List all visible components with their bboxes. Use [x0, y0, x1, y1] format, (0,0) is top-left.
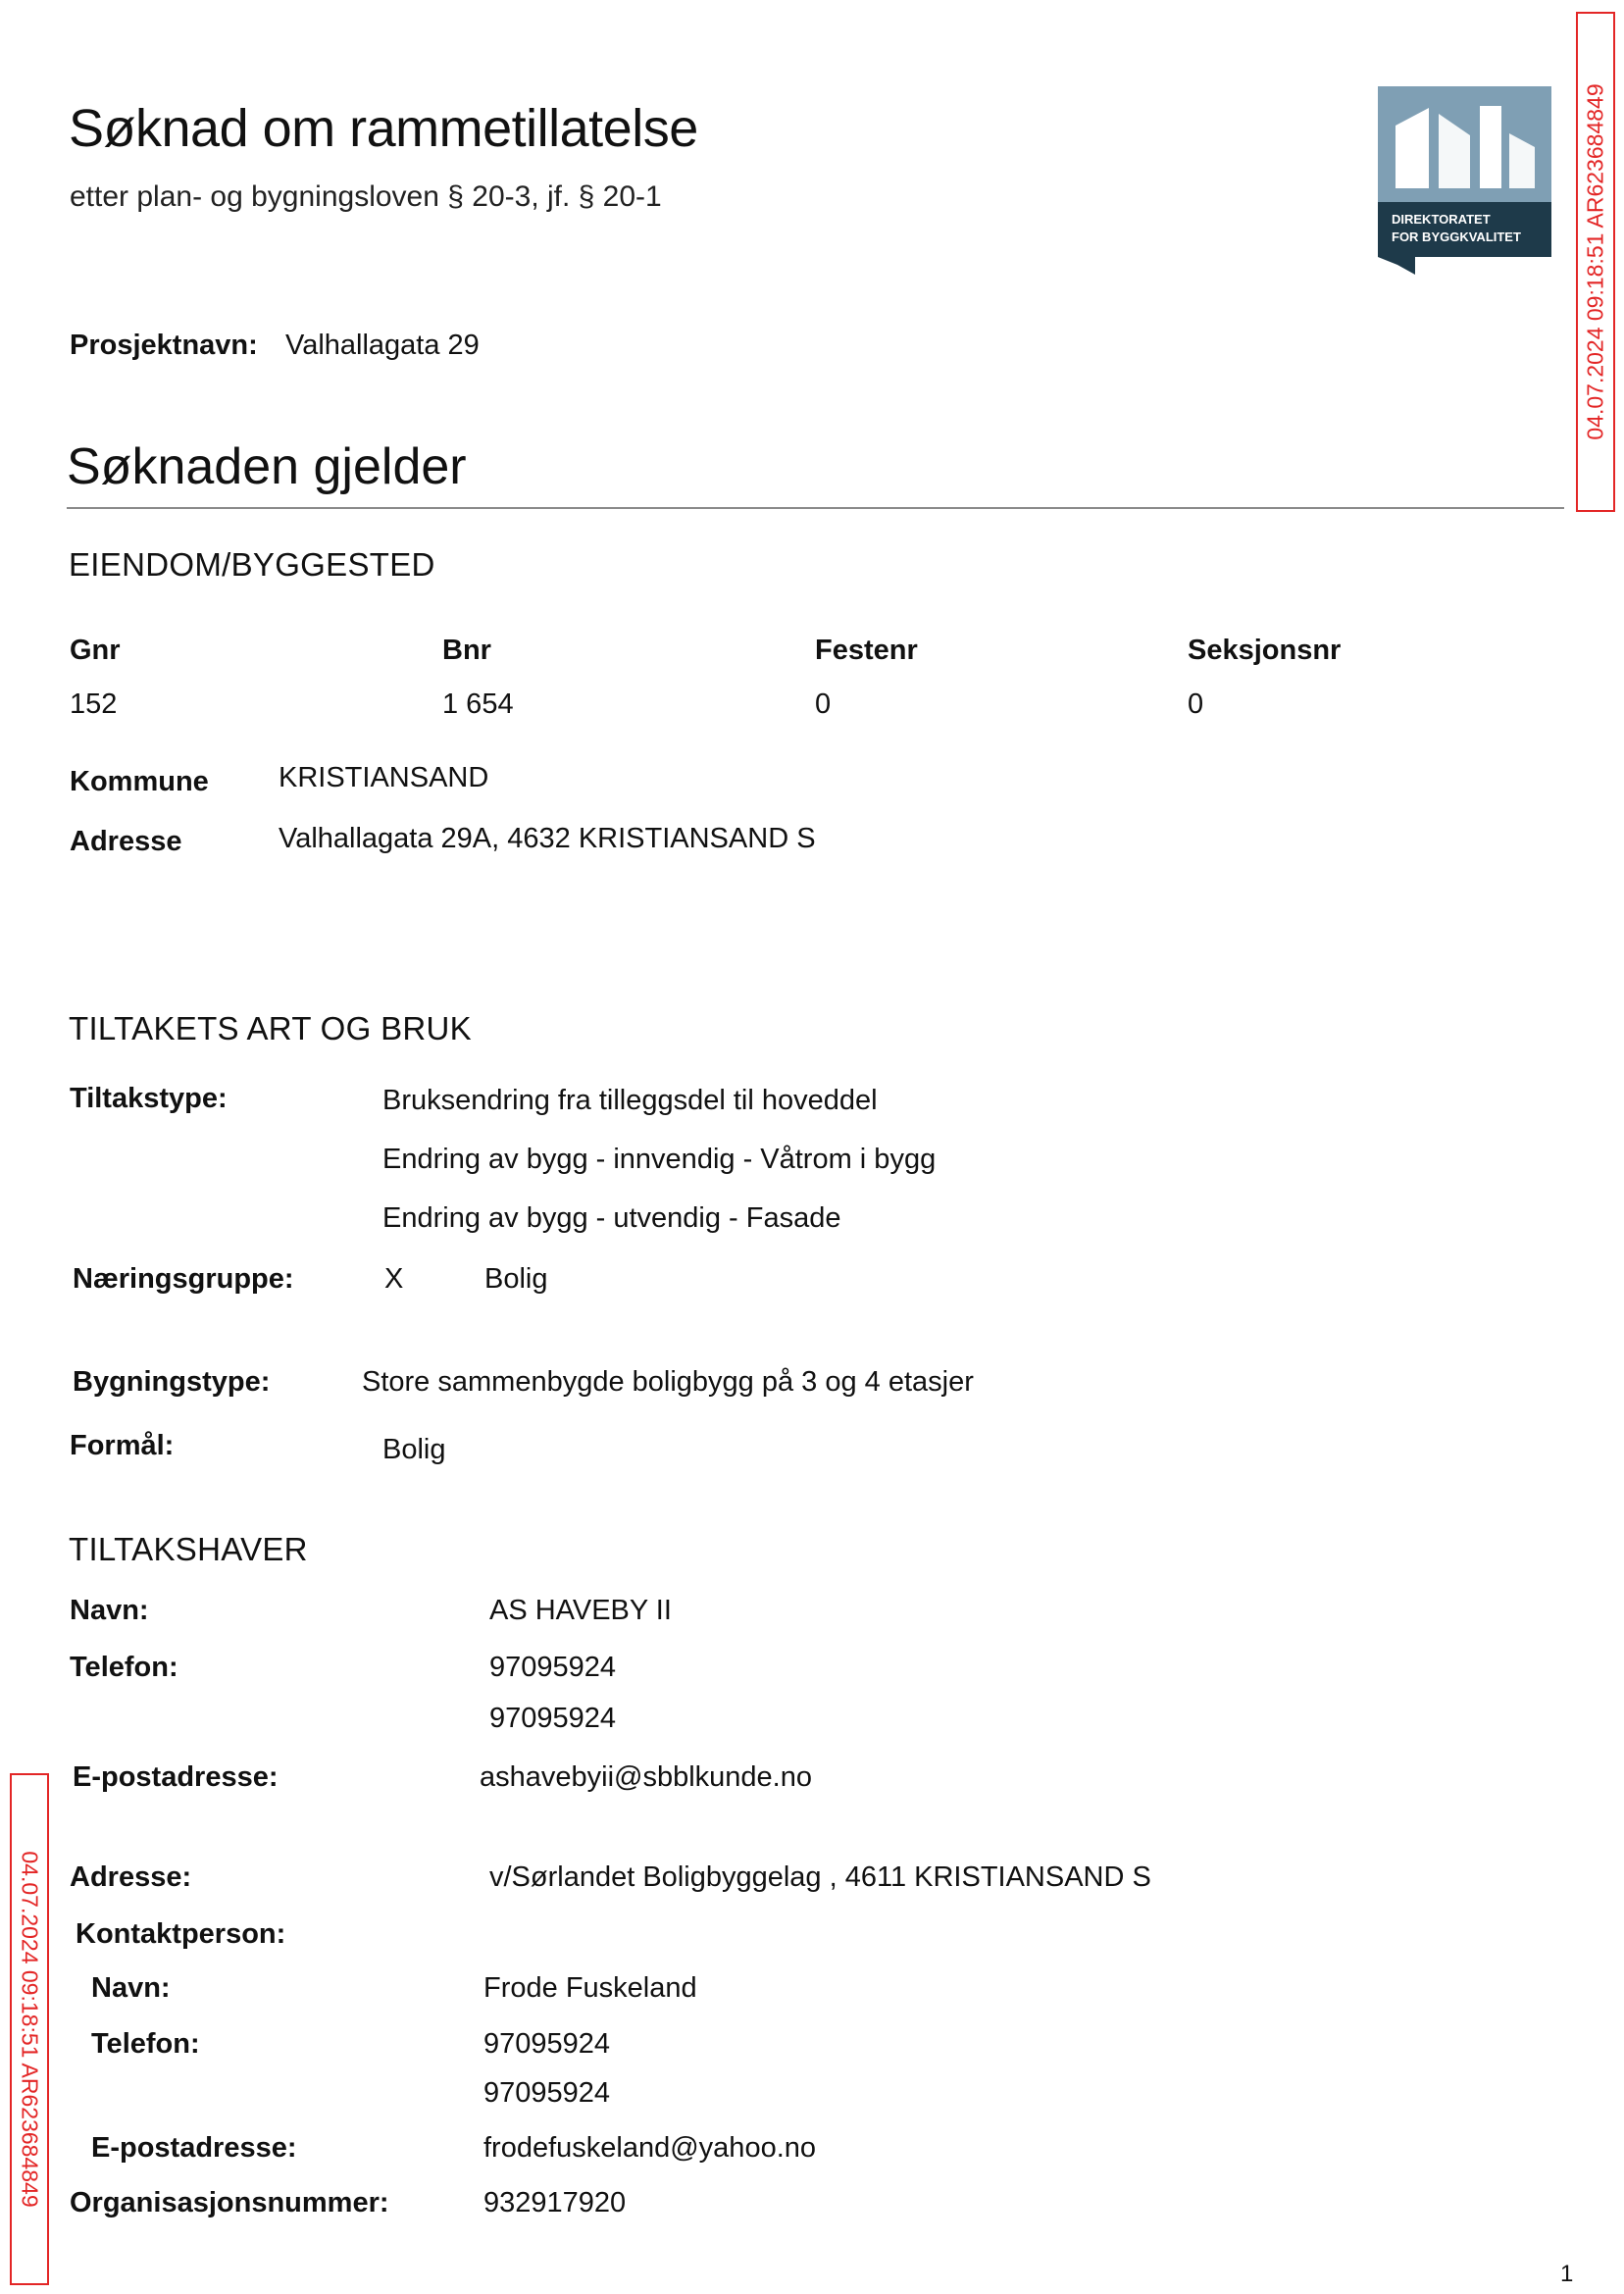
- formal-value: Bolig: [382, 1434, 446, 1465]
- seksjonsnr-label: Seksjonsnr: [1188, 635, 1342, 666]
- tiltakshaver-telefon-label: Telefon:: [70, 1652, 178, 1683]
- dibk-logo: [1378, 86, 1551, 275]
- eiendom-heading: EIENDOM/BYGGESTED: [69, 546, 435, 583]
- adresse-label: Adresse: [70, 826, 182, 857]
- tiltakstype-label: Tiltakstype:: [70, 1083, 228, 1114]
- project-name-label: Prosjektnavn:: [70, 330, 258, 361]
- kontakt-telefon-label: Telefon:: [91, 2028, 200, 2060]
- page-number: 1: [1560, 2261, 1574, 2287]
- orgnr-label: Organisasjonsnummer:: [70, 2187, 389, 2218]
- festenr-label: Festenr: [815, 635, 918, 666]
- tiltakshaver-epost-label: E-postadresse:: [73, 1761, 279, 1793]
- stamp-text: 04.07.2024 09:18:51 AR623684849: [17, 1851, 43, 2208]
- kontakt-telefon-2: 97095924: [483, 2077, 611, 2109]
- kommune-value: KRISTIANSAND: [279, 762, 489, 793]
- kontakt-navn-label: Navn:: [91, 1972, 171, 2004]
- tiltakshaver-navn-label: Navn:: [70, 1595, 149, 1626]
- document-stamp-left: [10, 1773, 49, 2285]
- formal-label: Formål:: [70, 1430, 175, 1461]
- logo-line-1: DIREKTORATET: [1392, 212, 1491, 227]
- tiltakshaver-telefon-2: 97095924: [489, 1703, 617, 1734]
- document-title: Søknad om rammetillatelse: [69, 99, 698, 158]
- bnr-label: Bnr: [442, 635, 491, 666]
- bygningstype-label: Bygningstype:: [73, 1366, 271, 1398]
- kontakt-telefon-1: 97095924: [483, 2028, 611, 2060]
- gnr-label: Gnr: [70, 635, 121, 666]
- naeringsgruppe-label: Næringsgruppe:: [73, 1263, 294, 1295]
- tiltakstype-item: Endring av bygg - innvendig - Våtrom i bygg: [382, 1144, 937, 1175]
- bnr-value: 1 654: [442, 688, 514, 720]
- seksjonsnr-value: 0: [1188, 688, 1204, 720]
- tiltak-heading: TILTAKETS ART OG BRUK: [69, 1010, 472, 1046]
- tiltakshaver-telefon-1: 97095924: [489, 1652, 617, 1683]
- project-name-value: Valhallagata 29: [285, 330, 480, 361]
- tiltakstype-item: Bruksendring fra tilleggsdel til hoveddel: [382, 1085, 878, 1116]
- festenr-value: 0: [815, 688, 832, 720]
- orgnr-value: 932917920: [483, 2187, 627, 2218]
- naeringsgruppe-code: X: [384, 1263, 404, 1295]
- tiltakshaver-adresse-label: Adresse:: [70, 1861, 192, 1893]
- section-title: Søknaden gjelder: [67, 438, 467, 495]
- kontaktperson-label: Kontaktperson:: [76, 1918, 286, 1950]
- tiltakstype-item: Endring av bygg - utvendig - Fasade: [382, 1202, 841, 1234]
- bygningstype-value: Store sammenbygde boligbygg på 3 og 4 etasjer: [362, 1366, 974, 1398]
- tiltakshaver-navn-value: AS HAVEBY II: [489, 1595, 672, 1626]
- section-divider: [67, 507, 1564, 509]
- adresse-value: Valhallagata 29A, 4632 KRISTIANSAND S: [279, 823, 816, 854]
- tiltakshaver-heading: TILTAKSHAVER: [69, 1531, 308, 1567]
- gnr-value: 152: [70, 688, 118, 720]
- tiltakshaver-adresse-value: v/Sørlandet Boligbyggelag , 4611 KRISTIANSAND S: [489, 1861, 1151, 1893]
- kontakt-epost-value: frodefuskeland@yahoo.no: [483, 2132, 817, 2164]
- stamp-text: 04.07.2024 09:18:51 AR623684849: [1582, 83, 1608, 440]
- document-stamp-right: [1576, 12, 1615, 512]
- kontakt-navn-value: Frode Fuskeland: [483, 1972, 697, 2004]
- logo-line-2: FOR BYGGKVALITET: [1392, 229, 1521, 244]
- naeringsgruppe-value: Bolig: [484, 1263, 548, 1295]
- document-subtitle: etter plan- og bygningsloven § 20-3, jf. § 20-1: [70, 180, 662, 213]
- tiltakshaver-epost-value: ashavebyii@sbblkunde.no: [480, 1761, 812, 1793]
- kommune-label: Kommune: [70, 766, 209, 797]
- kontakt-epost-label: E-postadresse:: [91, 2132, 297, 2164]
